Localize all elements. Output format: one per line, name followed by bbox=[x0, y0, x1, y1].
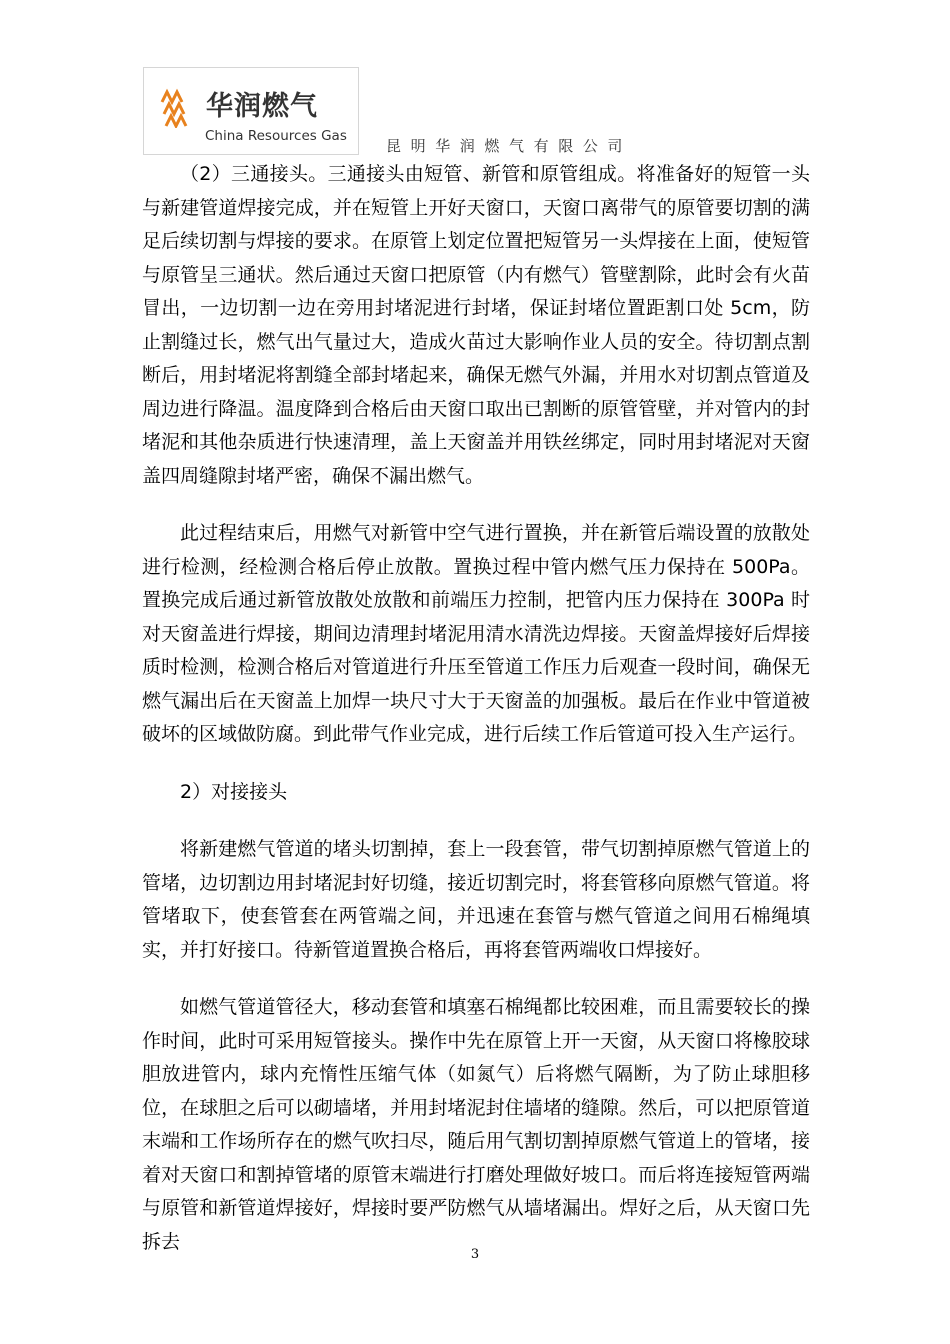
page-number: 3 bbox=[470, 1247, 480, 1262]
paragraph: 将新建燃气管道的堵头切割掉，套上一段套管，带气切割掉原燃气管道上的管堵，边切割边用封堵泥封好切缝，接近切割完时，将套管移向原燃气管道。将管堵取下，使套管套在两管端之间，并迅速在套管与燃气管道之间用石棉绳填实，并打好接口。待新管道置换合格后，再将套管两端收口焊接好。 bbox=[142, 838, 810, 961]
waves-logo-icon bbox=[160, 88, 196, 128]
logo-name-cn: 华润燃气 bbox=[206, 91, 318, 122]
logo-name-en: China Resources Gas bbox=[205, 128, 347, 144]
paragraph: 如燃气管道管径大，移动套管和填塞石棉绳都比较困难，而且需要较长的操作时间，此时可采用短管接头。操作中先在原管上开一天窗，从天窗口将橡胶球胆放进管内，球内充惰性压缩气体（如氮气）后将燃气隔断，为了防止球胆移位，在球胆之后可以砌墙堵，并用封堵泥封住墙堵的缝隙。然后，可以把原管道末端和工作场所存在的燃气吹扫尽，随后用气割切割掉原燃气管道上的管堵，接着对天窗口和割掉管堵的原管末端进行打磨处理做好坡口。而后将连接短管两端与原管和新管道焊接好，焊接时要严防燃气从墙堵漏出。焊好之后，从天窗口先拆去 bbox=[142, 996, 810, 1253]
company-logo bbox=[143, 67, 359, 155]
paragraph: 此过程结束后，用燃气对新管中空气进行置换，并在新管后端设置的放散处进行检测，经检测合格后停止放散。置换过程中管内燃气压力保持在 500Pa。置换完成后通过新管放散处放散和前端压力控制，把管内压力保持在 300Pa 时对天窗盖进行焊接，期间边清理封堵泥用清水清洗边焊接。天窗盖焊接好后焊接质时检测，检测合格后对管道进行升压至管道工作压力后观查一段时间，确保无燃气漏出后在天窗盖上加焊一块尺寸大于天窗盖的加强板。最后在作业中管道被破坏的区域做防腐。到此带气作业完成，进行后续工作后管道可投入生产运行。 bbox=[142, 522, 810, 745]
document-body bbox=[142, 158, 810, 1259]
paragraph: （2）三通接头。三通接头由短管、新管和原管组成。将准备好的短管一头与新建管道焊接完成，并在短管上开好天窗口，天窗口离带气的原管要切割的满足后续切割与焊接的要求。在原管上划定位置把短管另一头焊接在上面，使短管与原管呈三通状。然后通过天窗口把原管（内有燃气）管壁割除，此时会有火苗冒出，一边切割一边在旁用封堵泥进行封堵，保证封堵位置距割口处 5cm，防止割缝过长，燃气出气量过大，造成火苗过大影响作业人员的安全。待切割点割断后，用封堵泥将割缝全部封堵起来，确保无燃气外漏，并用水对切割点管道及周边进行降温。温度降到合格后由天窗口取出已割断的原管管壁，并对管内的封堵泥和其他杂质进行快速清理，盖上天窗盖并用铁丝绑定，同时用封堵泥对天窗盖四周缝隙封堵严密，确保不漏出燃气。 bbox=[142, 163, 810, 487]
section-heading: 2）对接接头 bbox=[180, 780, 288, 803]
company-name: 昆明华润燃气有限公司 bbox=[386, 137, 633, 155]
